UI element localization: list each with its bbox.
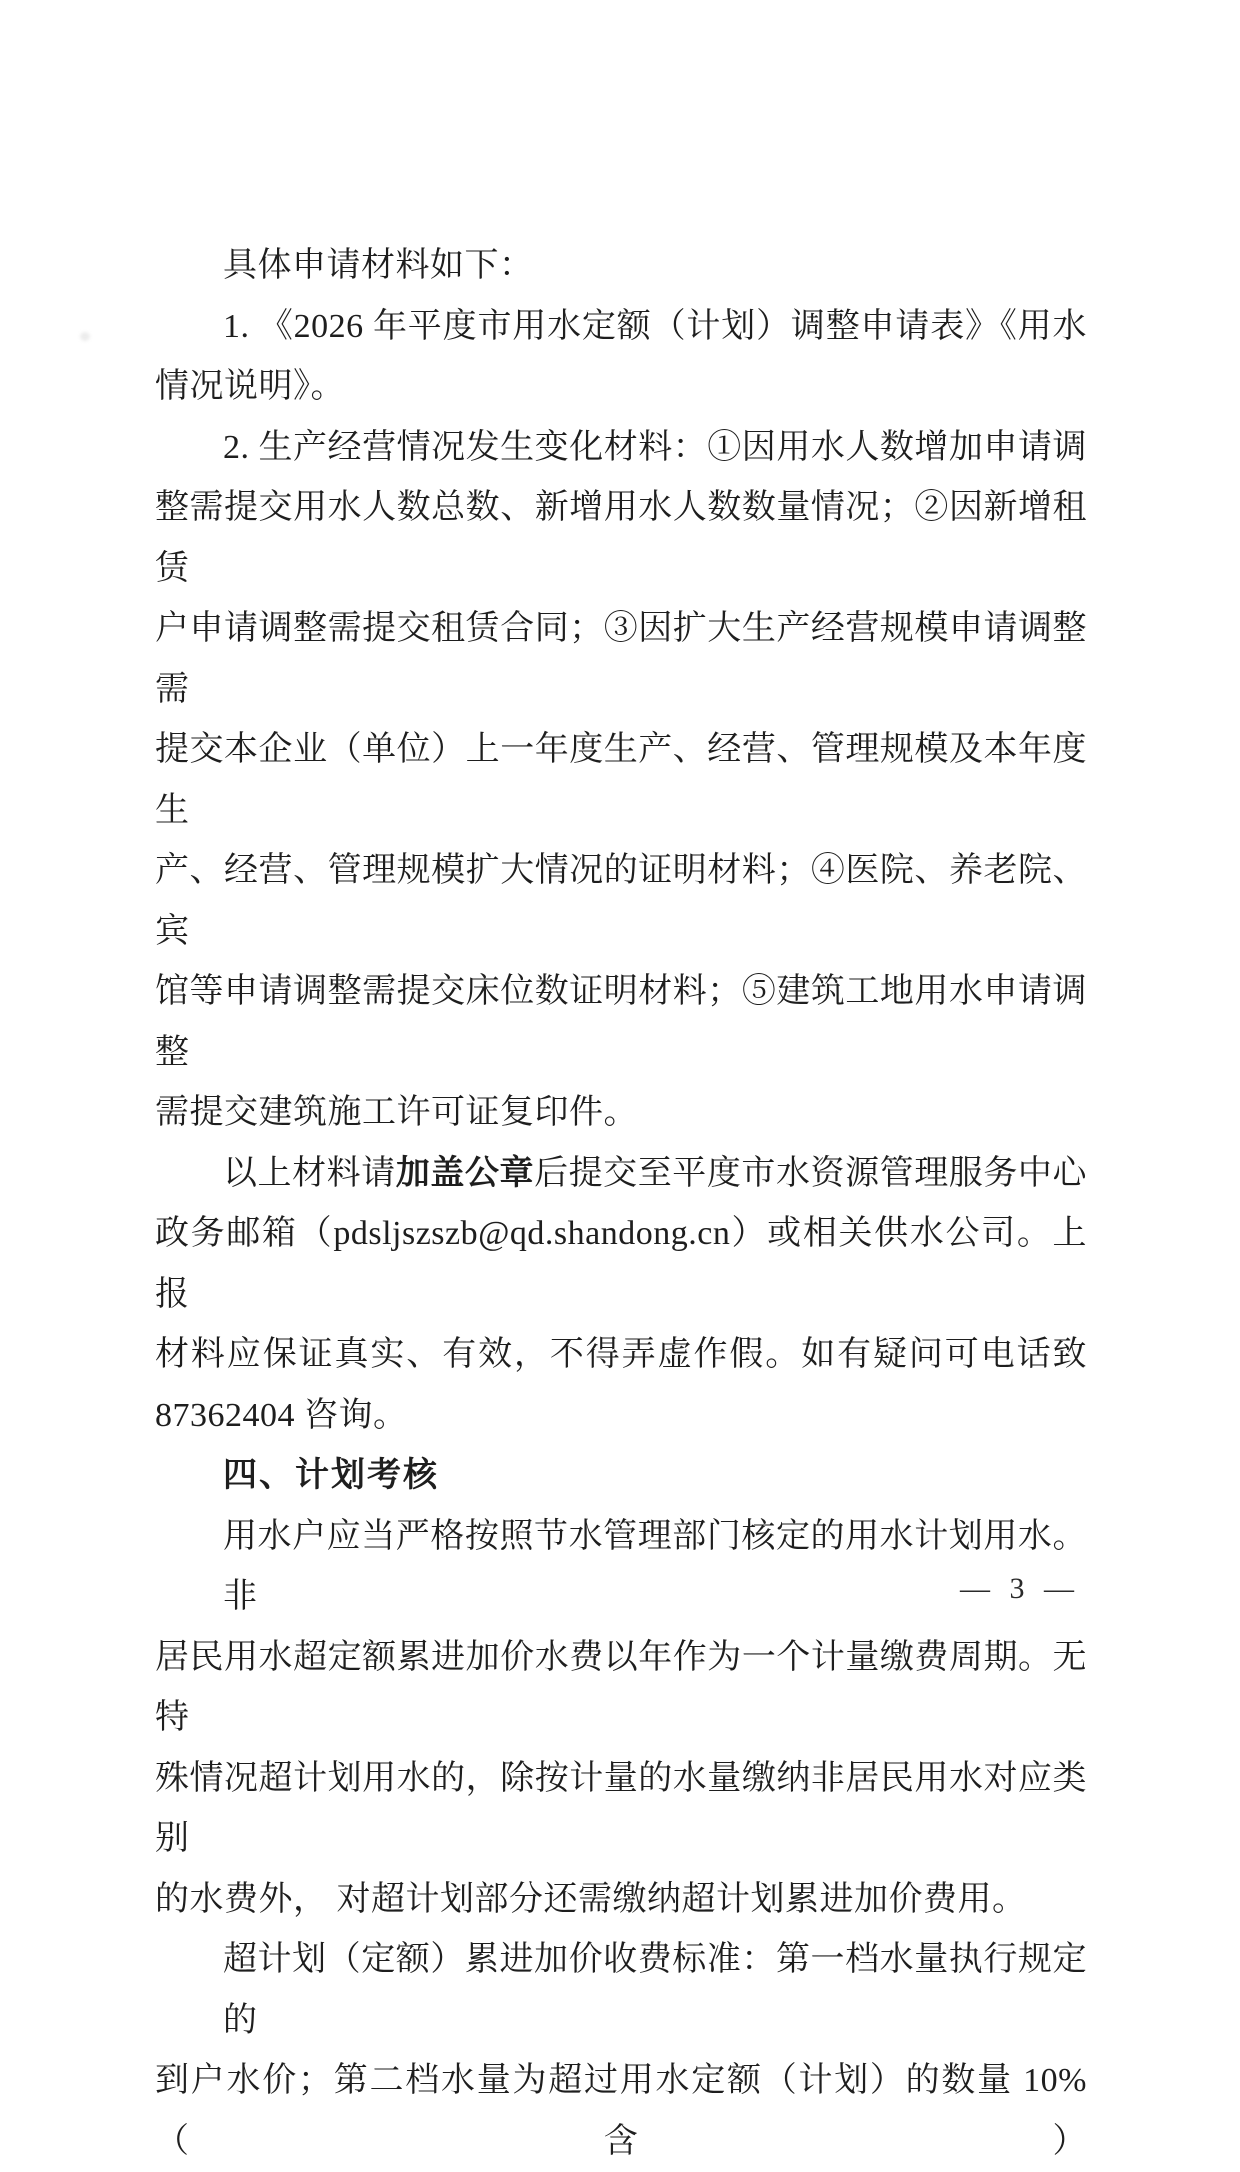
- text-line: [155, 236, 1087, 297]
- scan-smudge: [80, 332, 90, 341]
- text-segment: 产、经营、管理规模扩大情况的证明材料；④医院、养老院、宾: [155, 852, 1087, 950]
- text-line: [155, 1144, 1087, 1205]
- text-segment: 户申请调整需提交租赁合同；③因扩大生产经营规模申请调整需: [155, 610, 1087, 708]
- heading-text: 四、计划考核: [223, 1457, 439, 1494]
- text-line: [155, 357, 1087, 418]
- text-segment: 超计划（定额）累进加价收费标准：第一档水量执行规定的: [223, 1941, 1087, 2039]
- text-line: [155, 841, 1087, 962]
- text-line: [155, 1507, 1087, 1628]
- text-segment: 政务邮箱（pdsljszszb@qd.shandong.cn）或相关供水公司。上报: [155, 1215, 1087, 1313]
- text-segment: 情况说明》。: [155, 368, 345, 405]
- text-line: [155, 478, 1087, 599]
- text-segment: 材料应保证真实、有效，不得弄虚作假。如有疑问可电话致: [155, 1336, 1087, 1373]
- text-line: [155, 720, 1087, 841]
- text-segment: 具体申请材料如下：: [223, 247, 534, 284]
- text-line: [155, 1930, 1087, 2051]
- text-segment: 到户水价；第二档水量为超过用水定额（计划）的数量 10%（含）: [155, 2062, 1087, 2160]
- text-line: [155, 1386, 1087, 1447]
- text-line: [155, 418, 1087, 479]
- text-segment: 提交本企业（单位）上一年度生产、经营、管理规模及本年度生: [155, 731, 1087, 829]
- text-segment: 2. 生产经营情况发生变化材料：①因用水人数增加申请调: [223, 428, 1087, 466]
- text-segment: 87362404 咨询。: [155, 1396, 408, 1434]
- text-line: [155, 1749, 1087, 1870]
- text-segment: 整需提交用水人数总数、新增用水人数数量情况；②因新增租赁: [155, 489, 1087, 587]
- text-segment: 1. 《2026 年平度市用水定额（计划）调整申请表》《用水: [223, 307, 1087, 345]
- text-line: [155, 1204, 1087, 1325]
- text-segment: 馆等申请调整需提交床位数证明材料；⑤建筑工地用水申请调整: [155, 973, 1087, 1071]
- text-segment: 后提交至平度市水资源管理服务中心: [534, 1154, 1087, 1192]
- text-segment: 殊情况超计划用水的，除按计量的水量缴纳非居民用水对应类别: [155, 1759, 1087, 1857]
- text-line: [155, 599, 1087, 720]
- text-segment: 以上材料请: [223, 1154, 396, 1192]
- text-segment: 用水户应当严格按照节水管理部门核定的用水计划用水。非: [223, 1517, 1087, 1615]
- bold-text: 加盖公章: [395, 1154, 535, 1192]
- text-line: [155, 1870, 1087, 1931]
- document-body: [155, 236, 1087, 2172]
- text-segment: 的水费外， 对超计划部分还需缴纳超计划累进加价费用。: [155, 1880, 1027, 1918]
- text-line: [155, 1083, 1087, 1144]
- text-segment: 居民用水超定额累进加价水费以年作为一个计量缴费周期。无特: [155, 1638, 1087, 1736]
- text-line: [155, 297, 1087, 358]
- text-segment: 需提交建筑施工许可证复印件。: [155, 1094, 638, 1131]
- text-line: [155, 962, 1087, 1083]
- text-line: [155, 1628, 1087, 1749]
- page-number: — 3 —: [960, 1572, 1080, 1605]
- text-line: [155, 2051, 1087, 2172]
- section-heading: [155, 1446, 1087, 1507]
- text-line: [155, 1325, 1087, 1386]
